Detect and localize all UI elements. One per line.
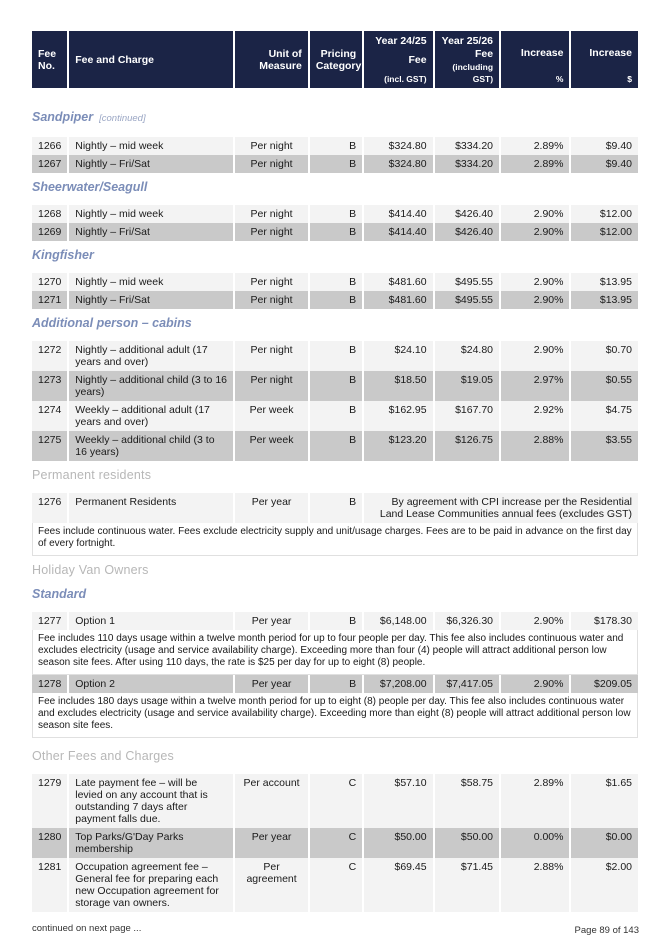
header-y1-bottom: (incl. GST) [384,73,427,84]
fee-no: 1275 [32,431,67,461]
fee-2526: $495.55 [435,273,499,291]
section-title: Additional person – cabins [32,316,192,330]
table-row [32,137,638,155]
table-row [32,828,638,858]
fee-no: 1268 [32,205,67,223]
header-y1-top: Year 24/25 [375,34,427,47]
increase-dollar: $1.65 [571,774,638,828]
header-inc-dol-unit: $ [627,73,632,84]
fee-no: 1271 [32,291,67,309]
increase-dollar: $209.05 [571,675,638,693]
increase-pct: 2.92% [501,401,569,431]
category: B [310,137,362,155]
fee-2526: $50.00 [435,828,499,858]
increase-pct: 2.89% [501,155,569,173]
unit: Per night [235,205,307,223]
fee-2425: $18.50 [364,371,432,401]
fee-2526: $426.40 [435,223,499,241]
fee-name: Late payment fee – will be levied on any account that is outstanding 7 days after payment falls due. [69,774,233,828]
continued-note: continued on next page ... [32,923,142,934]
increase-dollar: $2.00 [571,858,638,912]
category: B [310,291,362,309]
unit: Per night [235,155,307,173]
increase-pct: 2.90% [501,223,569,241]
fee-name: Nightly – Fri/Sat [69,155,233,173]
header-y2-top: Year 25/26 [441,34,494,47]
increase-dollar: $9.40 [571,155,638,173]
fee-name: Nightly – additional adult (17 years and over) [69,341,233,371]
increase-pct: 2.90% [501,612,569,630]
section-kingfisher [32,241,638,273]
increase-dollar: $12.00 [571,223,638,241]
fee-2526: $71.45 [435,858,499,912]
fee-no: 1274 [32,401,67,431]
fee-2526: $495.55 [435,291,499,309]
unit: Per night [235,291,307,309]
table-row [32,774,638,828]
category: B [310,205,362,223]
fee-2526: $334.20 [435,137,499,155]
header-increase-dollar [571,31,638,88]
fee-schedule-page [32,31,638,912]
fee-name: Permanent Residents [69,493,233,523]
fees-table [30,31,640,912]
fee-2425: $162.95 [364,401,432,431]
header-year-2425 [364,31,432,88]
fee-no: 1277 [32,612,67,630]
increase-pct: 2.90% [501,205,569,223]
unit: Per night [235,371,307,401]
unit: Per night [235,137,307,155]
section-sandpiper [32,103,638,137]
table-row [32,431,638,461]
header-y1-mid: Fee [408,53,427,66]
unit: Per agreement [235,858,307,912]
fee-2425: $69.45 [364,858,432,912]
fee-2425: $7,208.00 [364,675,432,693]
fee-2526: $126.75 [435,431,499,461]
category: C [310,828,362,858]
table-row [32,493,638,523]
table-row [32,341,638,371]
section-standard [32,588,638,612]
fee-2526: $24.80 [435,341,499,371]
fee-name: Nightly – mid week [69,137,233,155]
table-row [32,205,638,223]
section-title: Kingfisher [32,248,94,262]
section-title: Sandpiper [32,110,94,124]
increase-pct: 2.88% [501,858,569,912]
table-row [32,155,638,173]
fee-no: 1273 [32,371,67,401]
category: B [310,341,362,371]
unit: Per night [235,341,307,371]
increase-pct: 2.90% [501,273,569,291]
header-increase-pct [501,31,569,88]
category: B [310,401,362,431]
increase-pct: 2.90% [501,291,569,309]
increase-pct: 2.89% [501,774,569,828]
section-other-fees [32,738,638,774]
fee-2425: $123.20 [364,431,432,461]
section-title: Other Fees and Charges [32,749,174,763]
fee-no: 1267 [32,155,67,173]
fee-2425: $414.40 [364,205,432,223]
fee-2425: $50.00 [364,828,432,858]
fee-2526: $7,417.05 [435,675,499,693]
table-row [32,291,638,309]
section-additional-person [32,309,638,341]
fee-name: Weekly – additional child (3 to 16 years) [69,431,233,461]
fee-2425: $414.40 [364,223,432,241]
header-unit: Unit of Measure [235,31,307,88]
table-row [32,858,638,912]
increase-pct: 0.00% [501,828,569,858]
fee-no: 1266 [32,137,67,155]
category: B [310,675,362,693]
category: B [310,273,362,291]
fee-name: Occupation agreement fee – General fee for preparing each new Occupation agreement for storage van owners. [69,858,233,912]
header-pricing: Pricing Category [310,31,362,88]
increase-dollar: $12.00 [571,205,638,223]
section-title: Sheerwater/Seagull [32,180,148,194]
increase-dollar: $0.70 [571,341,638,371]
header-inc-pct-label: Increase [520,46,564,59]
fee-name: Nightly – additional child (3 to 16 years) [69,371,233,401]
unit: Per year [235,612,307,630]
unit: Per year [235,828,307,858]
fee-name: Nightly – mid week [69,205,233,223]
option2-note: Fee includes 180 days usage within a twelve month period for up to eight (8) people per day. This fee also includes continuous water and excludes electricity (usage and service availability charge). Exceeding more than eight (8) people will attract additional person low season site fees. [32,693,638,738]
section-title: Holiday Van Owners [32,563,149,577]
fee-name: Nightly – Fri/Sat [69,223,233,241]
fee-2425: $481.60 [364,273,432,291]
category: B [310,155,362,173]
fee-no: 1278 [32,675,67,693]
fee-2425: $57.10 [364,774,432,828]
fee-no: 1272 [32,341,67,371]
category: B [310,493,362,523]
agreement-text: By agreement with CPI increase per the Residential Land Lease Communities annual fees (excludes GST) [364,493,638,523]
fee-2425: $324.80 [364,155,432,173]
fee-name: Nightly – mid week [69,273,233,291]
fee-no: 1276 [32,493,67,523]
increase-dollar: $3.55 [571,431,638,461]
fee-2425: $324.80 [364,137,432,155]
unit: Per night [235,223,307,241]
fee-no: 1279 [32,774,67,828]
increase-pct: 2.90% [501,341,569,371]
fee-no: 1270 [32,273,67,291]
increase-pct: 2.97% [501,371,569,401]
fee-name: Weekly – additional adult (17 years and over) [69,401,233,431]
fee-2526: $58.75 [435,774,499,828]
increase-pct: 2.89% [501,137,569,155]
permanent-residents-note: Fees include continuous water. Fees exclude electricity supply and unit/usage charges. Fees are to be paid in advance on the first day of every fortnight. [32,523,638,556]
table-row [32,401,638,431]
increase-dollar: $0.55 [571,371,638,401]
header-inc-dol-label: Increase [589,46,632,59]
fee-name: Nightly – Fri/Sat [69,291,233,309]
unit: Per week [235,431,307,461]
fee-name: Top Parks/G'Day Parks membership [69,828,233,858]
category: B [310,371,362,401]
category: B [310,223,362,241]
category: B [310,612,362,630]
category: C [310,858,362,912]
fee-2425: $6,148.00 [364,612,432,630]
fee-2526: $167.70 [435,401,499,431]
increase-dollar: $9.40 [571,137,638,155]
section-permanent-residents [32,461,638,493]
table-row [32,675,638,693]
fee-no: 1281 [32,858,67,912]
unit: Per week [235,401,307,431]
header-year-2526 [435,31,499,88]
section-holiday-van-owners [32,556,638,588]
table-row [32,612,638,630]
option1-note: Fee includes 110 days usage within a twelve month period for up to four people per day. This fee also includes continuous water and excludes electricity (usage and service availability charge). Exceeding more than four (4) people will attract additional person low season site fees. After using 110 days, the rate is $25 per day for up to eight (8) people. [32,630,638,675]
table-row [32,371,638,401]
unit: Per year [235,675,307,693]
increase-dollar: $0.00 [571,828,638,858]
section-sheerwater [32,173,638,205]
header-inc-pct-unit: % [555,73,564,84]
fee-2526: $334.20 [435,155,499,173]
fee-name: Option 1 [69,612,233,630]
fee-2526: $6,326.30 [435,612,499,630]
fee-2526: $19.05 [435,371,499,401]
increase-dollar: $4.75 [571,401,638,431]
fee-no: 1269 [32,223,67,241]
fee-2526: $426.40 [435,205,499,223]
section-continued-note: [continued] [99,113,146,124]
header-fee-no: Fee No. [32,31,67,88]
fee-2425: $24.10 [364,341,432,371]
increase-dollar: $13.95 [571,273,638,291]
page-number: Page 89 of 143 [574,925,639,936]
category: C [310,774,362,828]
category: B [310,431,362,461]
increase-pct: 2.88% [501,431,569,461]
table-header [32,31,638,88]
unit: Per account [235,774,307,828]
table-row [32,223,638,241]
header-y2-mid: Fee [474,47,494,60]
unit: Per night [235,273,307,291]
section-title: Permanent residents [32,468,152,482]
header-y2-bottom: (including GST) [452,61,494,84]
unit: Per year [235,493,307,523]
fee-name: Option 2 [69,675,233,693]
section-title: Standard [32,587,87,601]
table-row [32,273,638,291]
increase-dollar: $178.30 [571,612,638,630]
fee-2425: $481.60 [364,291,432,309]
header-fee-and-charge: Fee and Charge [69,31,233,88]
increase-pct: 2.90% [501,675,569,693]
fee-no: 1280 [32,828,67,858]
increase-dollar: $13.95 [571,291,638,309]
